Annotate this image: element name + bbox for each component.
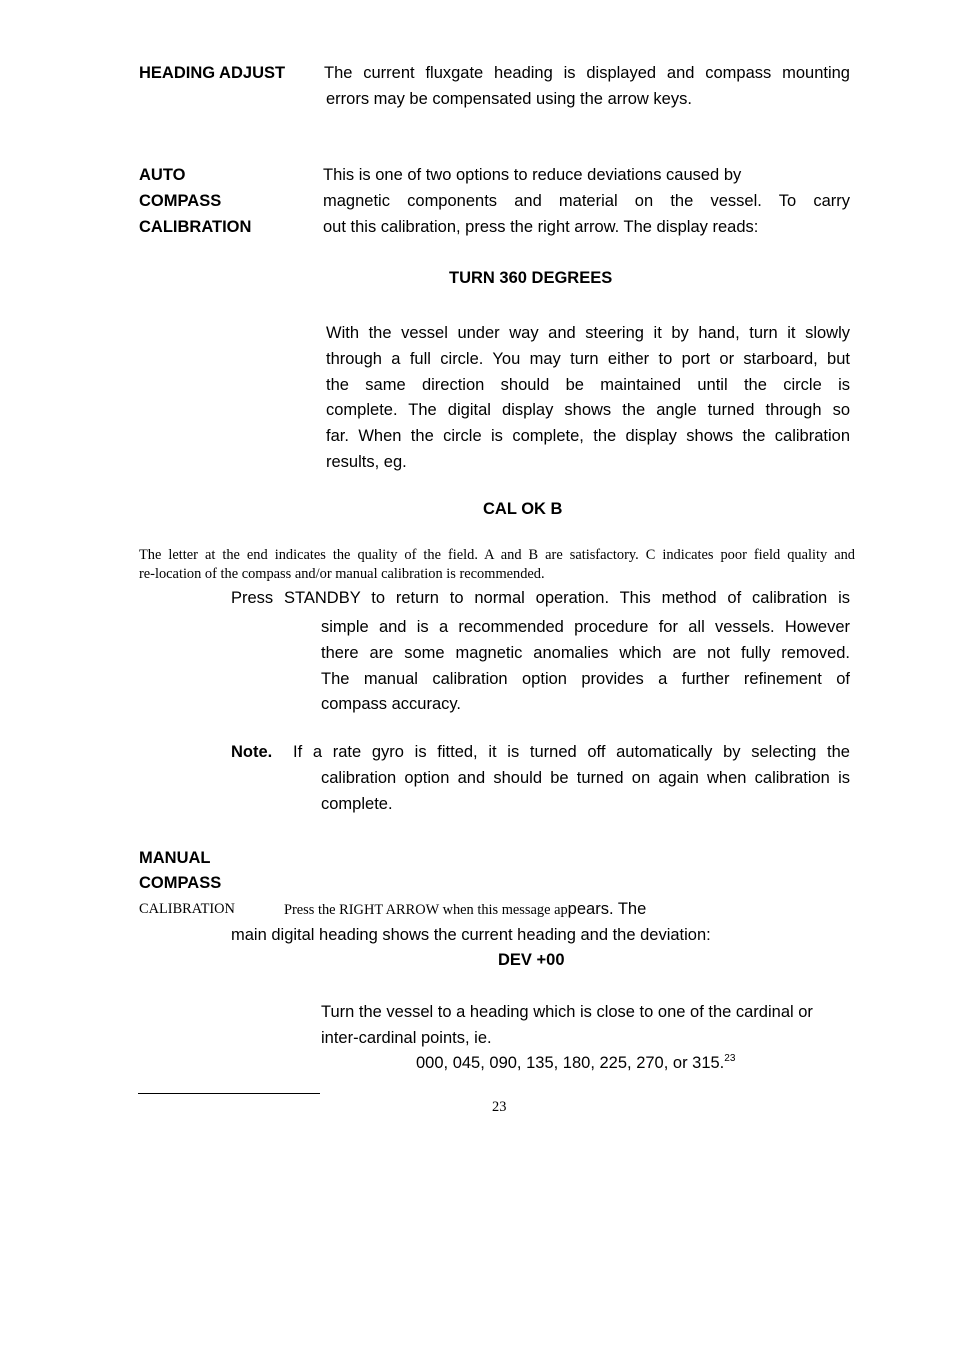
- standby-line: there are some magnetic anomalies which are not fully removed.: [321, 643, 850, 662]
- display-turn-360: TURN 360 DEGREES: [449, 269, 613, 287]
- turn-paragraph: [326, 321, 850, 476]
- auto-cal-label-1: AUTO: [139, 166, 186, 184]
- quality-note-line-1: The letter at the end indicates the quality of the field. A and B are satisfactory. C indicates poor field quality and: [139, 547, 855, 563]
- standby-paragraph: [321, 615, 850, 718]
- manual-cal-label-2: COMPASS: [139, 874, 222, 892]
- standby-line-1: Press STANDBY to return to normal operation. This method of calibration is: [231, 589, 850, 607]
- standby-line: compass accuracy.: [321, 695, 461, 714]
- note-line-2-wrap: [321, 769, 850, 788]
- page-number: 23: [492, 1099, 507, 1115]
- manual-cal-label-1: MANUAL: [139, 849, 211, 867]
- auto-cal-text-2: magnetic components and material on the vessel. To carry: [323, 192, 850, 210]
- turn-paragraph-line: the same direction should be maintained until the circle is: [326, 375, 850, 394]
- note-line-1-wrap: [293, 743, 850, 762]
- auto-cal-line-2: [323, 192, 850, 211]
- manual-cal-intro: [284, 900, 646, 919]
- turn-paragraph-line: complete. The digital display shows the angle turned through so: [326, 401, 850, 420]
- cardinal-points: [416, 1054, 735, 1073]
- heading-adjust-line1: [324, 64, 850, 83]
- manual-cal-text-2: main digital heading shows the current heading and the deviation:: [231, 926, 711, 944]
- quality-note-line-1-wrap: [139, 547, 855, 564]
- display-dev: DEV +00: [498, 951, 565, 969]
- auto-cal-label-2: COMPASS: [139, 192, 222, 210]
- turn-paragraph-line: through a full circle. You may turn either to port or starboard, but: [326, 349, 850, 368]
- cardinal-points-text: 000, 045, 090, 135, 180, 225, 270, or 315.: [416, 1054, 725, 1072]
- note-line-2: calibration option and should be turned on again when calibration is: [321, 769, 850, 787]
- turn-paragraph-line: far. When the circle is complete, the display shows the calibration: [326, 427, 850, 446]
- manual-cal-intro-sans: pears. The: [567, 900, 647, 918]
- heading-adjust-text-1: The current fluxgate heading is displayed and compass mounting: [324, 64, 850, 82]
- quality-note-line-2: re-location of the compass and/or manual calibration is recommended.: [139, 566, 545, 582]
- standby-line: simple and is a recommended procedure for all vessels. However: [321, 618, 850, 636]
- auto-cal-text-3: out this calibration, press the right arrow. The display reads:: [323, 218, 759, 236]
- turn-paragraph-line: results, eg.: [326, 452, 407, 471]
- footnote-ref: 23: [724, 1053, 736, 1064]
- manual-cal-label-3: CALIBRATION: [139, 901, 235, 917]
- heading-adjust-text-2: errors may be compensated using the arrow keys.: [326, 90, 692, 108]
- manual-cal-intro-serif: Press the RIGHT ARROW when this message ap: [284, 902, 568, 918]
- note-line-1: If a rate gyro is fitted, it is turned off automatically by selecting the: [293, 743, 850, 761]
- display-cal-ok: CAL OK B: [483, 500, 563, 518]
- turn-vessel-line-2: inter-cardinal points, ie.: [321, 1029, 492, 1047]
- heading-adjust-label: HEADING ADJUST: [139, 64, 286, 82]
- auto-cal-text-1: This is one of two options to reduce deviations caused by: [323, 166, 742, 184]
- standby-line-1-wrap: [231, 589, 850, 608]
- note-line-3: complete.: [321, 795, 393, 813]
- auto-cal-label-3: CALIBRATION: [139, 218, 252, 236]
- footnote-separator: [138, 1093, 320, 1094]
- turn-vessel-line-1: Turn the vessel to a heading which is close to one of the cardinal or: [321, 1003, 813, 1021]
- turn-paragraph-line: With the vessel under way and steering it by hand, turn it slowly: [326, 324, 850, 342]
- note-label: Note.: [231, 743, 273, 761]
- standby-line: The manual calibration option provides a further refinement of: [321, 669, 850, 688]
